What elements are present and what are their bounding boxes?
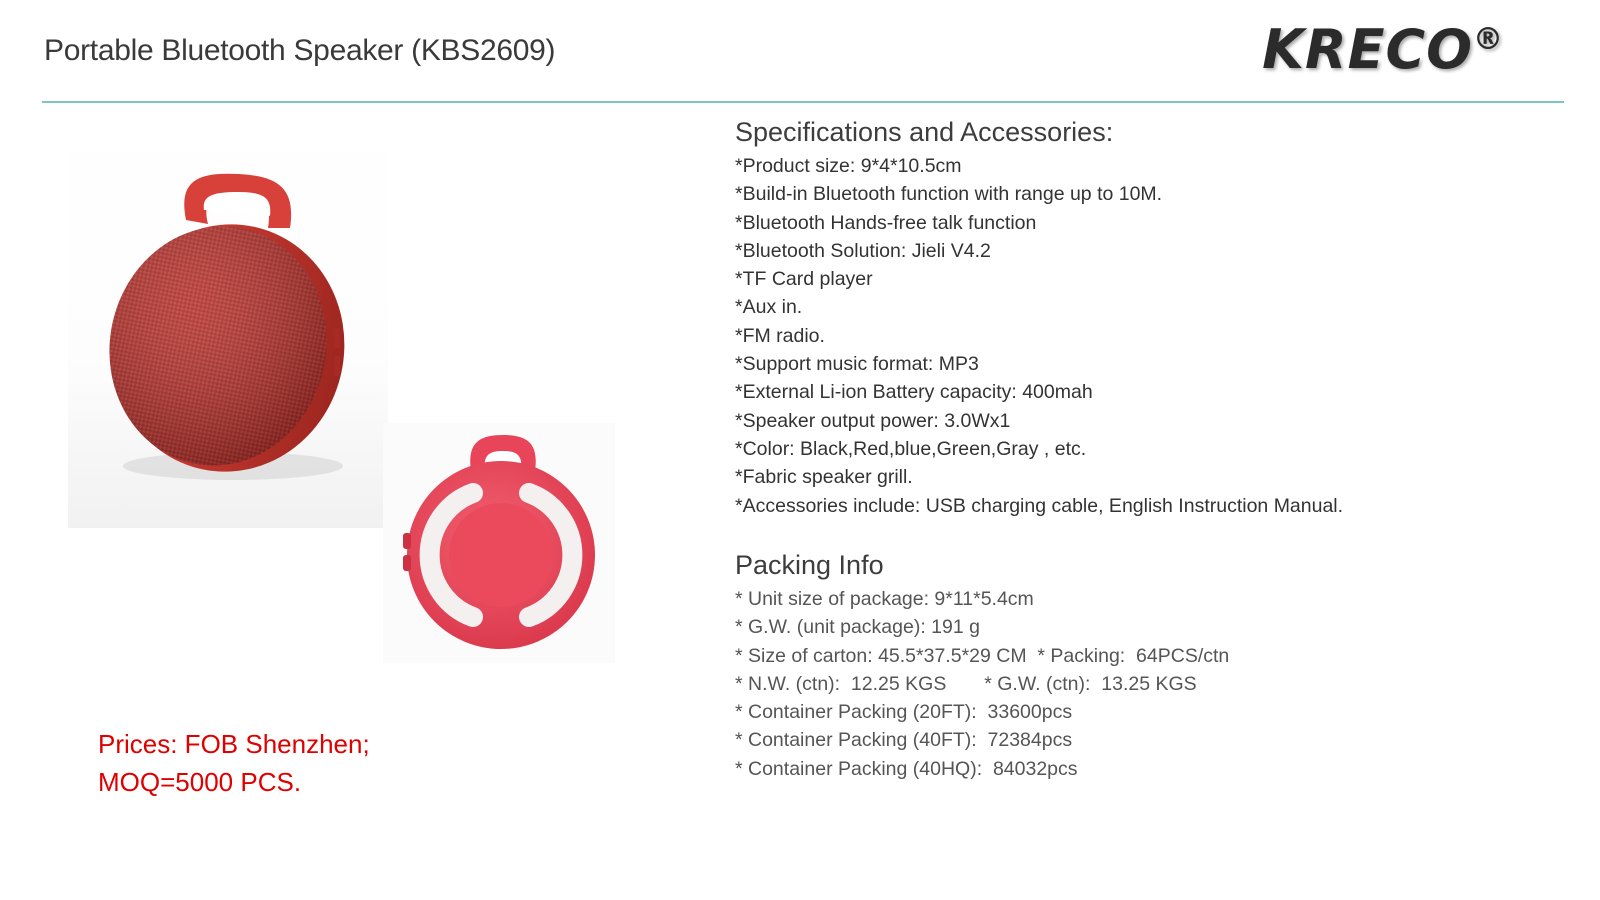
header-divider [42,101,1564,103]
spec-item: *Product size: 9*4*10.5cm [735,155,962,177]
red-fabric-speaker-icon [68,110,388,528]
packing-item: * N.W. (ctn): 12.25 KGS * G.W. (ctn): 13.25 KGS [735,672,1197,695]
brand-logo [1262,18,1504,81]
spec-item: *Fabric speaker grill. [735,466,913,489]
packing-item: * Container Packing (40HQ): 84032pcs [735,757,1078,780]
price-note [98,725,370,801]
spec-item: *Bluetooth Hands-free talk function [735,211,1037,234]
spec-item: *TF Card player [735,268,873,291]
spec-item: *FM radio. [735,324,825,347]
registered-mark: ® [1473,22,1504,57]
packing-item: * Container Packing (40FT): 72384pcs [735,729,1073,752]
packing-item: * Unit size of package: 9*11*5.4cm [735,588,1034,610]
spec-item: *Aux in. [735,296,803,319]
packing-item: * Size of carton: 45.5*37.5*29 CM * Packing: 64PCS/ctn [735,644,1230,667]
packing-item: * G.W. (unit package): 191 g [735,616,980,639]
spec-item: *Speaker output power: 3.0Wx1 [735,409,1011,432]
spec-item: *Build-in Bluetooth function with range up to 10M. [735,183,1163,206]
spec-item: *Support music format: MP3 [735,353,979,376]
brand-name: KRECO [1262,18,1473,81]
spec-item: *Color: Black,Red,blue,Green,Gray , etc. [735,437,1087,460]
spec-item: *External Li-ion Battery capacity: 400mah [735,381,1093,404]
packing-section [735,547,1555,783]
page-title: Portable Bluetooth Speaker (KBS2609) [44,34,556,67]
spec-item: *Bluetooth Solution: Jieli V4.2 [735,239,991,262]
product-photo-back [383,423,615,663]
price-terms: Prices: FOB Shenzhen; [98,729,370,759]
moq-terms: MOQ=5000 PCS. [98,767,302,797]
specifications-heading: Specifications and Accessories: [735,117,1114,147]
packing-list [735,585,1555,783]
spec-item: *Accessories include: USB charging cable, English Instruction Manual. [735,494,1344,517]
specifications-list [735,152,1555,520]
packing-item: * Container Packing (20FT): 33600pcs [735,701,1073,724]
pink-speaker-back-icon [383,423,615,663]
product-photo-front [68,110,388,528]
packing-heading: Packing Info [735,550,884,580]
specifications-section [735,114,1555,520]
